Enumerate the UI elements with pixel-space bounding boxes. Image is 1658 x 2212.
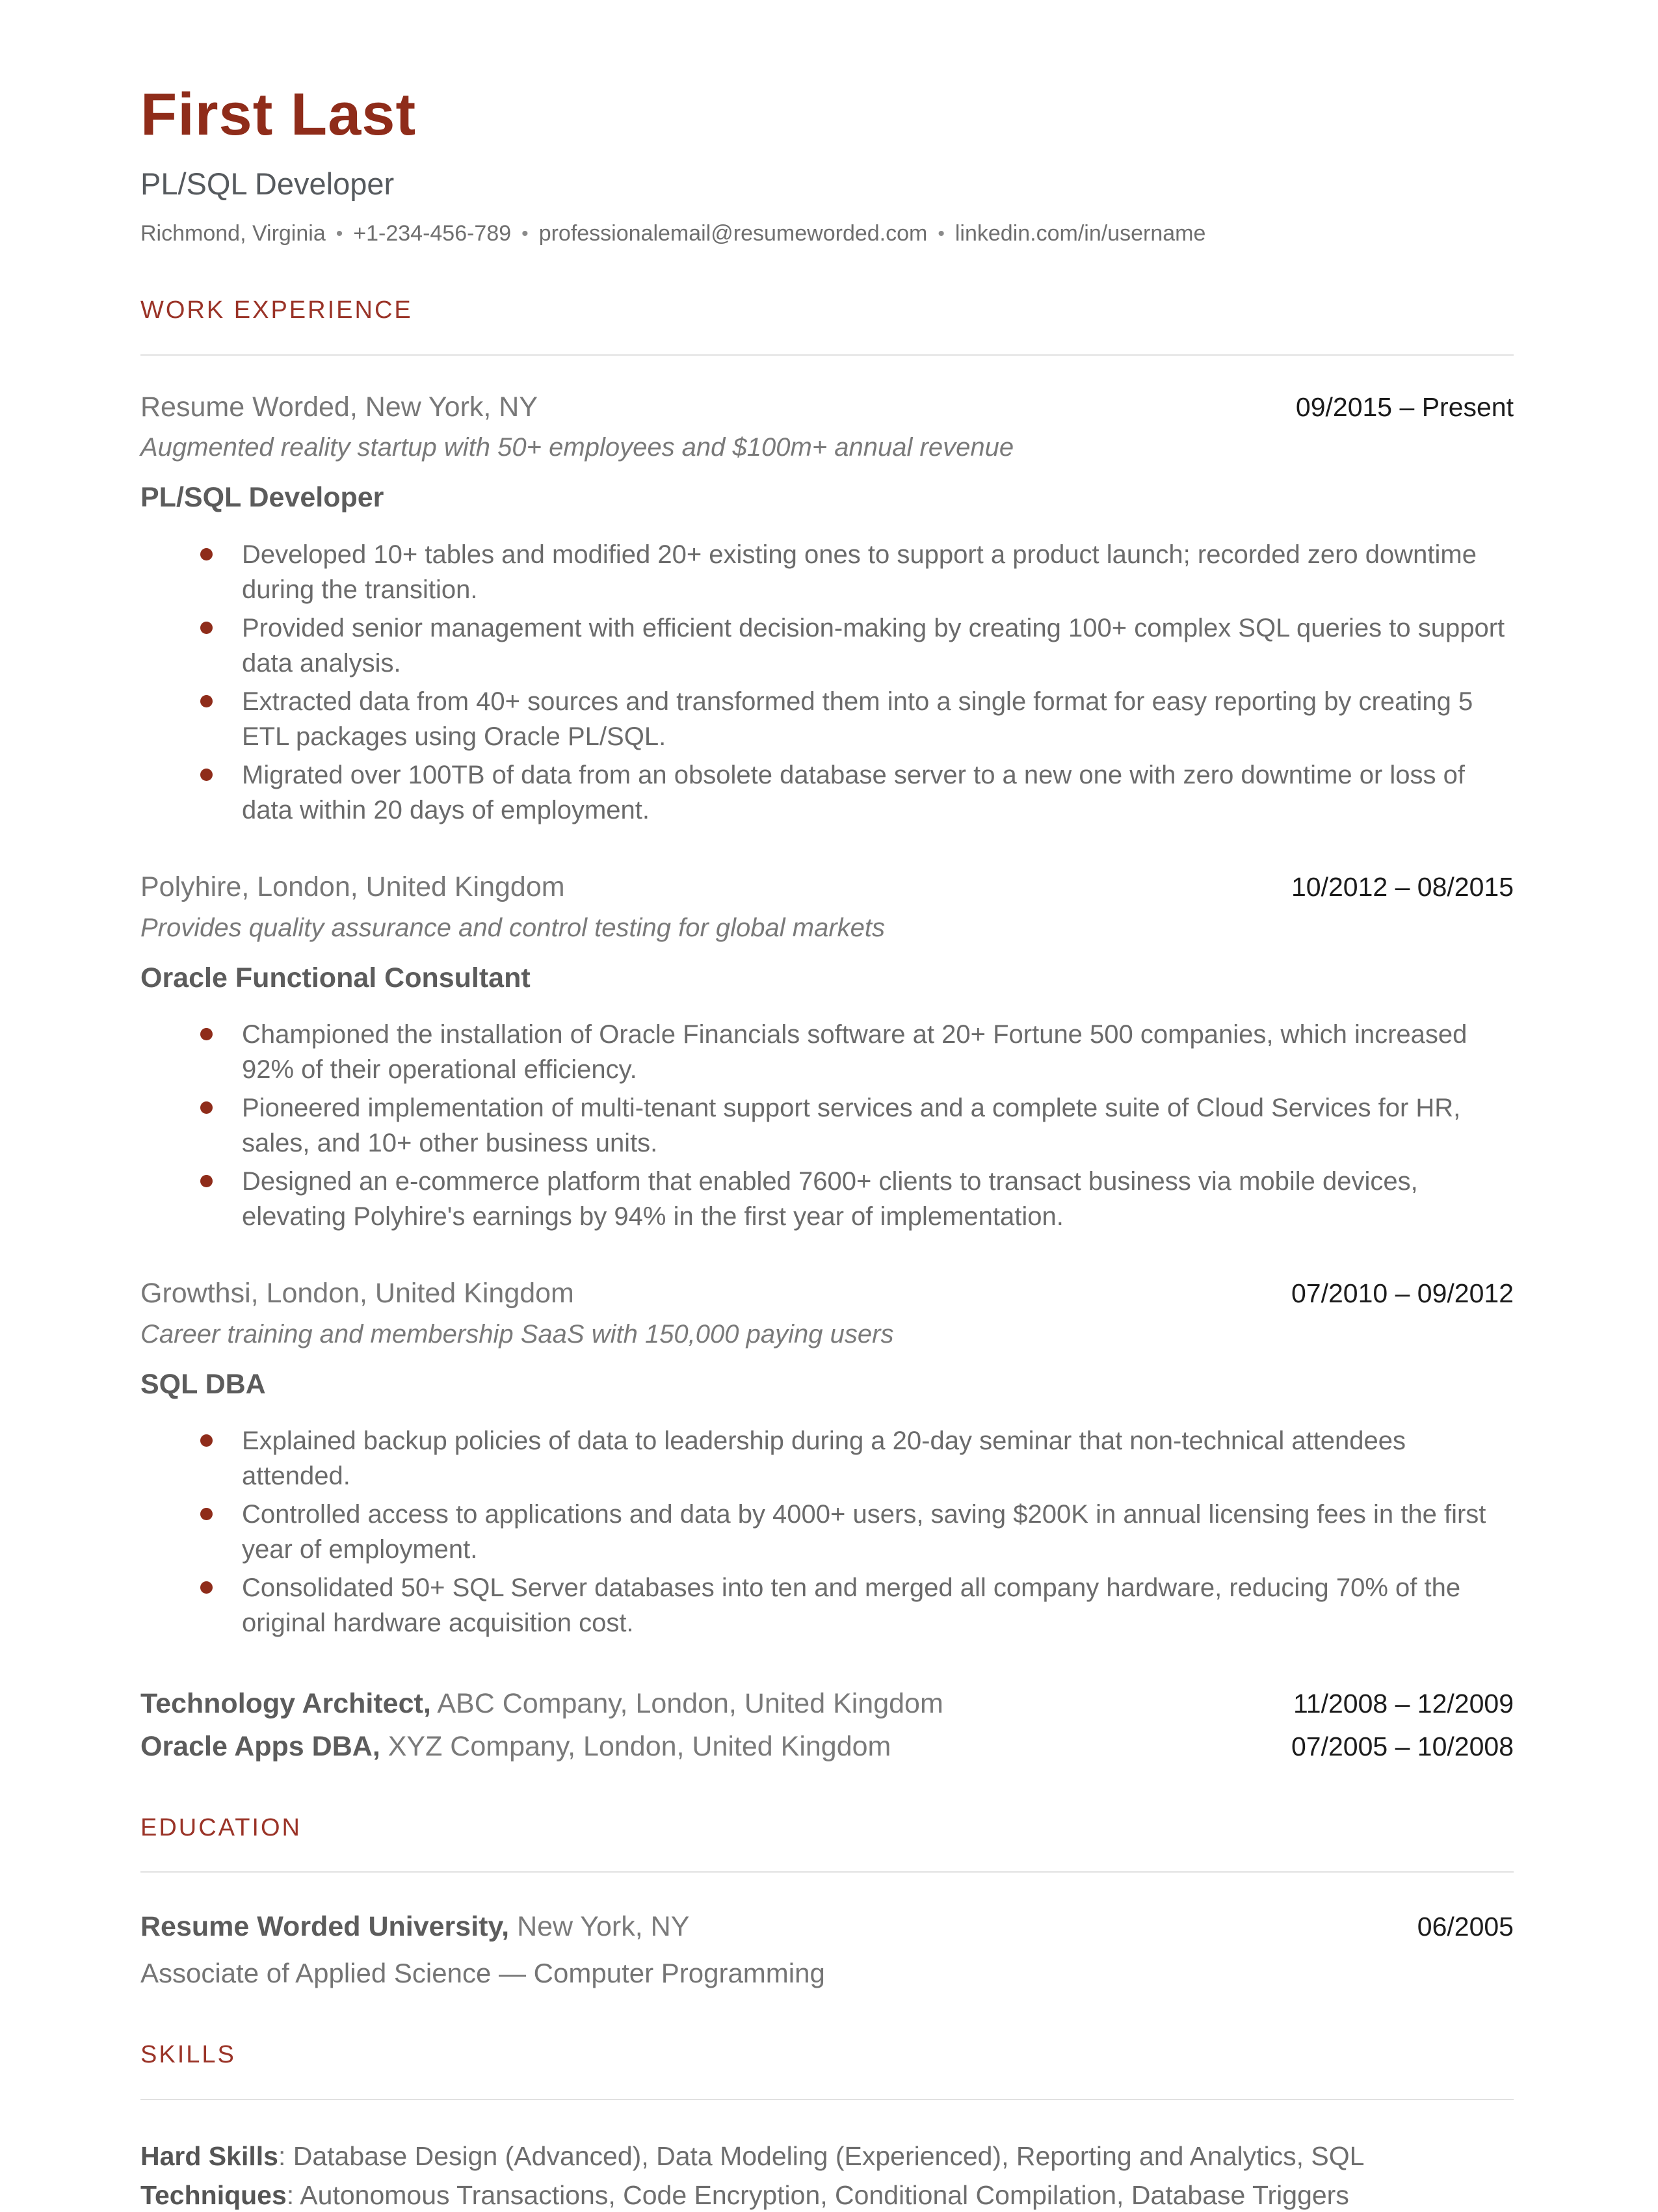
- earlier-role-entry: [140, 1730, 1514, 1764]
- section-skills: [140, 2040, 1514, 2212]
- section-divider: [140, 1871, 1514, 1873]
- contact-location: Richmond, Virginia: [140, 221, 326, 246]
- job-dates: 09/2015 – Present: [1295, 391, 1514, 422]
- section-divider: [140, 2099, 1514, 2100]
- section-title-skills: SKILLS: [140, 2041, 236, 2069]
- candidate-name: First Last: [140, 81, 417, 148]
- job-role-title: Oracle Functional Consultant: [140, 962, 531, 994]
- contact-separator-dot: •: [521, 223, 529, 245]
- job-bullet-list: [140, 1423, 1514, 1640]
- candidate-title: PL/SQL Developer: [140, 166, 395, 201]
- education-degree: Associate of Applied Science — Computer Programming: [140, 1957, 825, 1988]
- job-bullet: Championed the installation of Oracle Financials software at 20+ Fortune 500 companies, which increased 92% of their operational efficiency.: [140, 1017, 1514, 1087]
- job-company: Resume Worded, New York, NY: [140, 391, 538, 423]
- contact-separator-dot: •: [336, 223, 343, 245]
- job-entry: [140, 391, 1514, 828]
- contact-line: [140, 221, 1514, 246]
- contact-linkedin: linkedin.com/in/username: [954, 221, 1206, 246]
- job-company: Polyhire, London, United Kingdom: [140, 871, 565, 903]
- section-title-education: EDUCATION: [140, 1813, 302, 1841]
- job-company-tagline: Provides quality assurance and control testing for global markets: [140, 913, 886, 942]
- skills-list: [140, 2139, 1514, 2212]
- earlier-role-company: ABC Company, London, United Kingdom: [430, 1688, 943, 1720]
- earlier-role-title: Oracle Apps DBA,: [140, 1731, 380, 1763]
- job-bullet: Migrated over 100TB of data from an obsolete database server to a new one with zero downtime or loss of data within 20 days of employment.: [140, 757, 1514, 828]
- job-bullet-list: [140, 537, 1514, 828]
- contact-phone: +1-234-456-789: [353, 221, 512, 246]
- job-bullet: Pioneered implementation of multi-tenant support services and a complete suite of Cloud Services for HR, sales, and 10+ other business units.: [140, 1090, 1514, 1161]
- job-dates: 10/2012 – 08/2015: [1291, 872, 1514, 902]
- education-dates: 06/2005: [1417, 1912, 1514, 1942]
- job-entry: [140, 1277, 1514, 1640]
- earlier-role-dates: 07/2005 – 10/2008: [1291, 1731, 1514, 1762]
- earlier-role-company: XYZ Company, London, United Kingdom: [380, 1731, 891, 1763]
- section-title-work-experience: WORK EXPERIENCE: [140, 296, 413, 324]
- contact-separator-dot: •: [938, 223, 945, 245]
- skills-category-label: Techniques: [140, 2180, 287, 2210]
- section-education: [140, 1813, 1514, 1992]
- job-bullet: Consolidated 50+ SQL Server databases into ten and merged all company hardware, reducing 70% of the original hardware acquisition cost.: [140, 1570, 1514, 1640]
- contact-email: professionalemail@resumeworded.com: [538, 221, 928, 246]
- job-bullet: Extracted data from 40+ sources and transformed them into a single format for easy reporting by creating 5 ETL packages using Oracle PL/SQL.: [140, 684, 1514, 754]
- section-divider: [140, 354, 1514, 356]
- education-entry: [140, 1910, 1514, 1991]
- education-school-location: New York, NY: [509, 1911, 690, 1943]
- job-role-title: SQL DBA: [140, 1368, 266, 1400]
- job-bullet-list: [140, 1017, 1514, 1234]
- job-bullet: Designed an e-commerce platform that enabled 7600+ clients to transact business via mobile devices, elevating Polyhire's earnings by 94% in the first year of implementation.: [140, 1164, 1514, 1234]
- job-entry: [140, 871, 1514, 1234]
- skills-category-items: : Autonomous Transactions, Code Encryption, Conditional Compilation, Database Triggers: [286, 2180, 1349, 2210]
- job-bullet: Provided senior management with efficient decision-making by creating 100+ complex SQL queries to support data analysis.: [140, 611, 1514, 681]
- earlier-roles: [140, 1687, 1514, 1763]
- job-dates: 07/2010 – 09/2012: [1291, 1278, 1514, 1309]
- earlier-role-dates: 11/2008 – 12/2009: [1293, 1689, 1514, 1719]
- job-bullet: Developed 10+ tables and modified 20+ existing ones to support a product launch; recorded zero downtime during the transition.: [140, 537, 1514, 607]
- skills-category-items: : Database Design (Advanced), Data Modeling (Experienced), Reporting and Analytics, SQL: [278, 2141, 1365, 2171]
- job-role-title: PL/SQL Developer: [140, 482, 384, 514]
- earlier-role-entry: [140, 1687, 1514, 1721]
- job-company: Growthsi, London, United Kingdom: [140, 1278, 574, 1310]
- skills-line: [140, 2178, 1514, 2212]
- job-company-tagline: Augmented reality startup with 50+ employees and $100m+ annual revenue: [140, 433, 1014, 462]
- section-work-experience: [140, 296, 1514, 1763]
- skills-category-label: Hard Skills: [140, 2141, 278, 2171]
- job-bullet: Controlled access to applications and data by 4000+ users, saving $200K in annual licensing fees in the first year of employment.: [140, 1497, 1514, 1567]
- education-school: Resume Worded University,: [140, 1911, 510, 1943]
- skills-line: [140, 2139, 1514, 2173]
- job-company-tagline: Career training and membership SaaS with 150,000 paying users: [140, 1319, 894, 1349]
- earlier-role-title: Technology Architect,: [140, 1688, 431, 1720]
- job-bullet: Explained backup policies of data to leadership during a 20-day seminar that non-technical attendees attended.: [140, 1423, 1514, 1494]
